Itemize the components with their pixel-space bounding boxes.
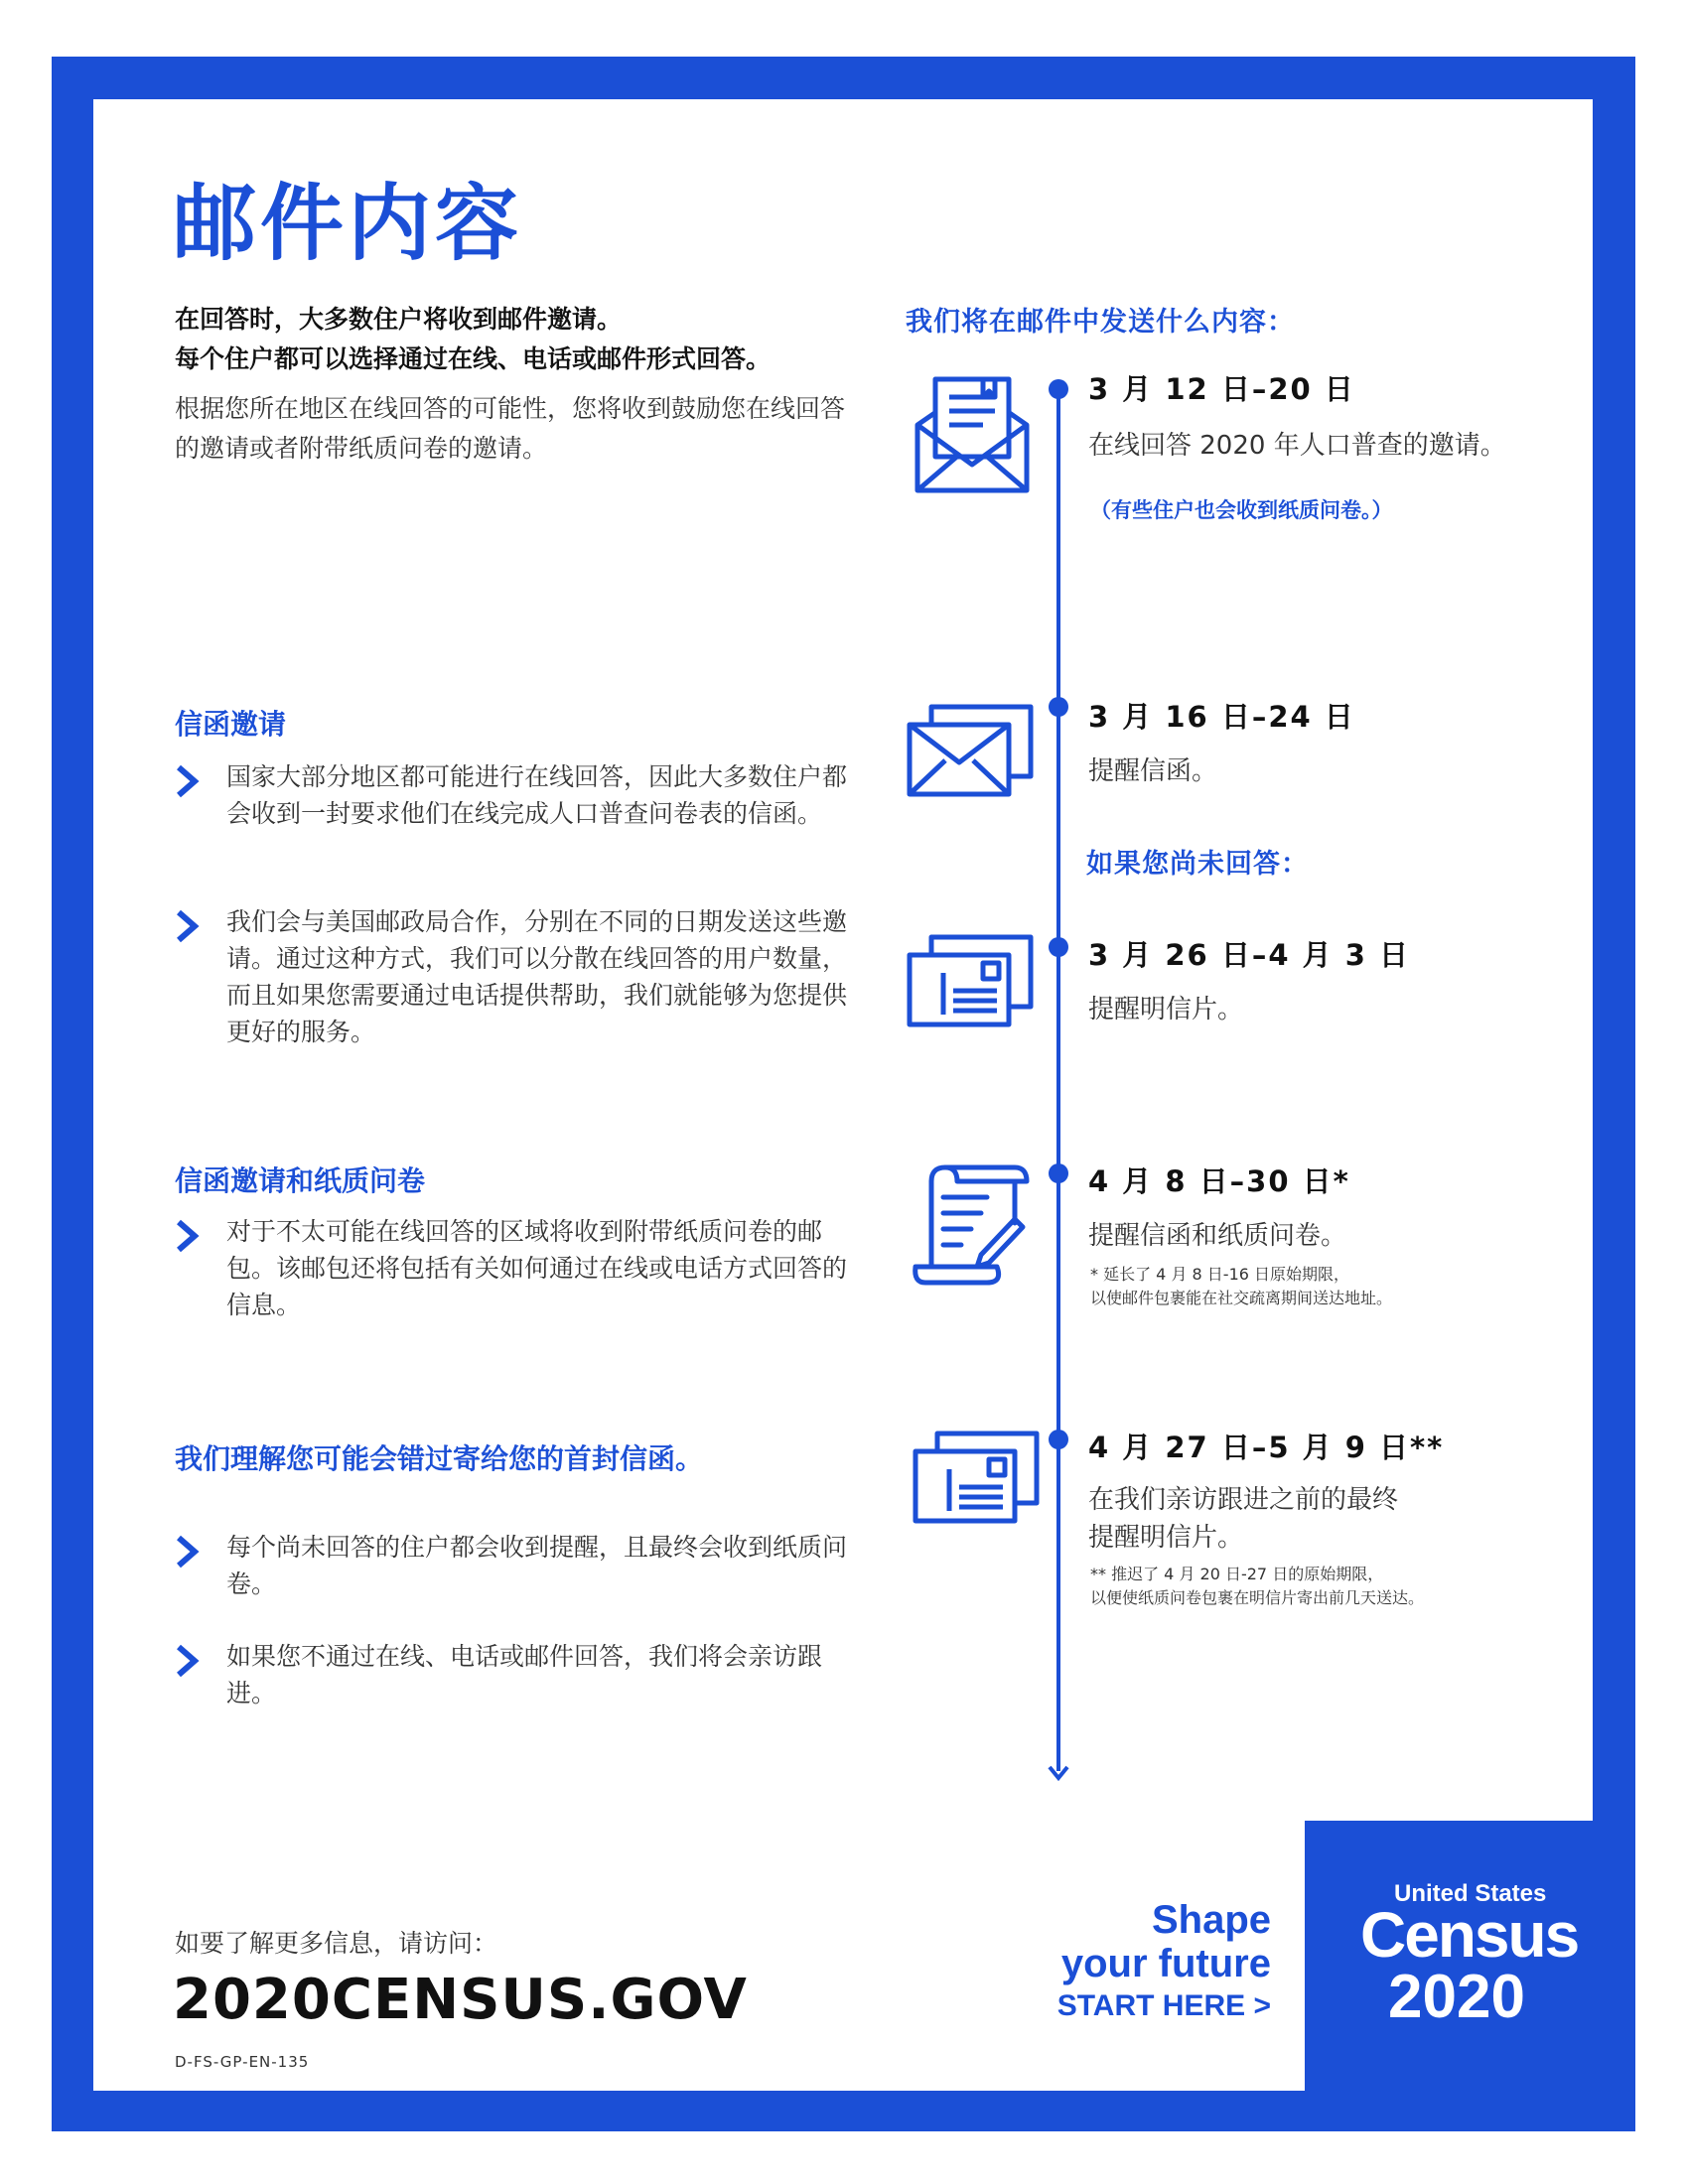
bullet-text: 每个尚未回答的住户都会收到提醒，且最终会收到纸质问卷。 <box>226 1533 848 1598</box>
tagline <box>1053 1898 1271 2027</box>
event-description: 提醒信函和纸质问卷。 <box>1088 1221 1347 1251</box>
postcards-icon <box>906 933 1035 1028</box>
event-description-line: 提醒明信片。 <box>1088 1523 1244 1553</box>
open-envelope-icon <box>914 375 1031 496</box>
event-footnote <box>1090 1563 1424 1610</box>
intro-bold-line-2: 每个住户都可以选择通过在线、电话或邮件形式回答。 <box>175 344 772 373</box>
event-date: 4 月 27 日–5 月 9 日** <box>1088 1431 1445 1464</box>
intro-body: 根据您所在地区在线回答的可能性，您将收到鼓励您在线回答的邀请或者附带纸质问卷的邀请。 <box>175 394 846 463</box>
page-title: 邮件内容 <box>173 175 523 272</box>
timeline-dot <box>1049 697 1068 717</box>
event-date: 3 月 16 日–24 日 <box>1088 700 1355 734</box>
chevron-right-icon <box>175 764 201 798</box>
bullet-item <box>175 1529 850 1602</box>
logo-line-1: United States <box>1394 1880 1547 1907</box>
event-description-line: 在我们亲访跟进之前的最终 <box>1088 1485 1399 1515</box>
arrow-down-icon <box>1048 1765 1069 1781</box>
timeline-dot <box>1049 379 1068 399</box>
event-footnote-line: ** 推迟了 4 月 20 日-27 日的原始期限， <box>1090 1565 1384 1583</box>
event-description <box>1088 1481 1398 1557</box>
if-not-responded-heading: 如果您尚未回答： <box>1086 849 1309 880</box>
event-description: 提醒信函。 <box>1088 756 1218 786</box>
event-footnote-line: 以使邮件包裹能在社交疏离期间送达地址。 <box>1090 1289 1393 1307</box>
timeline-line <box>1056 389 1060 1771</box>
bullet-text: 我们会与美国邮政局合作，分别在不同的日期发送这些邀请。通过这种方式，我们可以分散在线回答的用户数量，而且如果您需要通过电话提供帮助，我们就能够为您提供更好的服务。 <box>226 907 848 1046</box>
chevron-right-icon <box>175 1644 201 1678</box>
intro-bold-line-1: 在回答时，大多数住户将收到邮件邀请。 <box>175 305 623 334</box>
timeline-dot <box>1049 1163 1068 1183</box>
bullet-item <box>175 1213 850 1323</box>
tagline-line: your future <box>1060 1942 1271 1985</box>
event-date: 4 月 8 日–30 日* <box>1088 1164 1350 1198</box>
event-date: 3 月 26 日–4 月 3 日 <box>1088 938 1410 972</box>
event-note: （有些住户也会收到纸质问卷。） <box>1090 498 1393 522</box>
event-description: 提醒明信片。 <box>1088 995 1244 1024</box>
census-2020-logo <box>1305 1821 1597 2091</box>
event-date: 3 月 12 日–20 日 <box>1088 372 1355 406</box>
section-heading-letter-invitation: 信函邀请 <box>175 708 287 741</box>
section-heading-letter-and-paper: 信函邀请和纸质问卷 <box>175 1164 426 1197</box>
chevron-right-icon <box>175 909 201 943</box>
event-description: 在线回答 2020 年人口普查的邀请。 <box>1088 431 1506 461</box>
bullet-item <box>175 903 850 1050</box>
paper-questionnaire-icon <box>912 1163 1031 1287</box>
logo-line-2: Census <box>1360 1899 1579 1971</box>
intro-bold <box>175 300 870 379</box>
census-url-link[interactable]: 2020CENSUS.GOV <box>173 1968 748 2032</box>
bullet-text: 如果您不通过在线、电话或邮件回答，我们将会亲访跟进。 <box>226 1642 823 1707</box>
more-info-label: 如要了解更多信息，请访问： <box>175 1929 498 1958</box>
bullet-item <box>175 758 850 832</box>
envelopes-icon <box>906 703 1035 798</box>
event-footnote <box>1090 1263 1392 1310</box>
document-code: D-FS-GP-EN-135 <box>175 2053 310 2071</box>
chevron-right-icon <box>175 1219 201 1253</box>
event-footnote-line: 以便使纸质问卷包裹在明信片寄出前几天送达。 <box>1090 1588 1425 1607</box>
chevron-right-icon <box>175 1535 201 1569</box>
start-here-link[interactable]: START HERE > <box>1056 1989 1271 2022</box>
timeline-heading: 我们将在邮件中发送什么内容： <box>906 307 1295 338</box>
logo-line-3: 2020 <box>1388 1963 1525 2031</box>
tagline-line: Shape <box>1151 1898 1271 1942</box>
timeline-dot <box>1049 937 1068 957</box>
bullet-text: 国家大部分地区都可能进行在线回答，因此大多数住户都会收到一封要求他们在线完成人口普查问卷表的信函。 <box>226 762 848 828</box>
bullet-item <box>175 1638 850 1711</box>
event-footnote-line: * 延长了 4 月 8 日-16 日原始期限， <box>1090 1265 1350 1284</box>
section-heading-missed-letter: 我们理解您可能会错过寄给您的首封信函。 <box>175 1442 704 1475</box>
bullet-text: 对于不太可能在线回答的区域将收到附带纸质问卷的邮包。该邮包还将包括有关如何通过在线或电话方式回答的信息。 <box>226 1217 848 1319</box>
postcards-icon <box>912 1430 1041 1525</box>
timeline-dot <box>1049 1430 1068 1449</box>
